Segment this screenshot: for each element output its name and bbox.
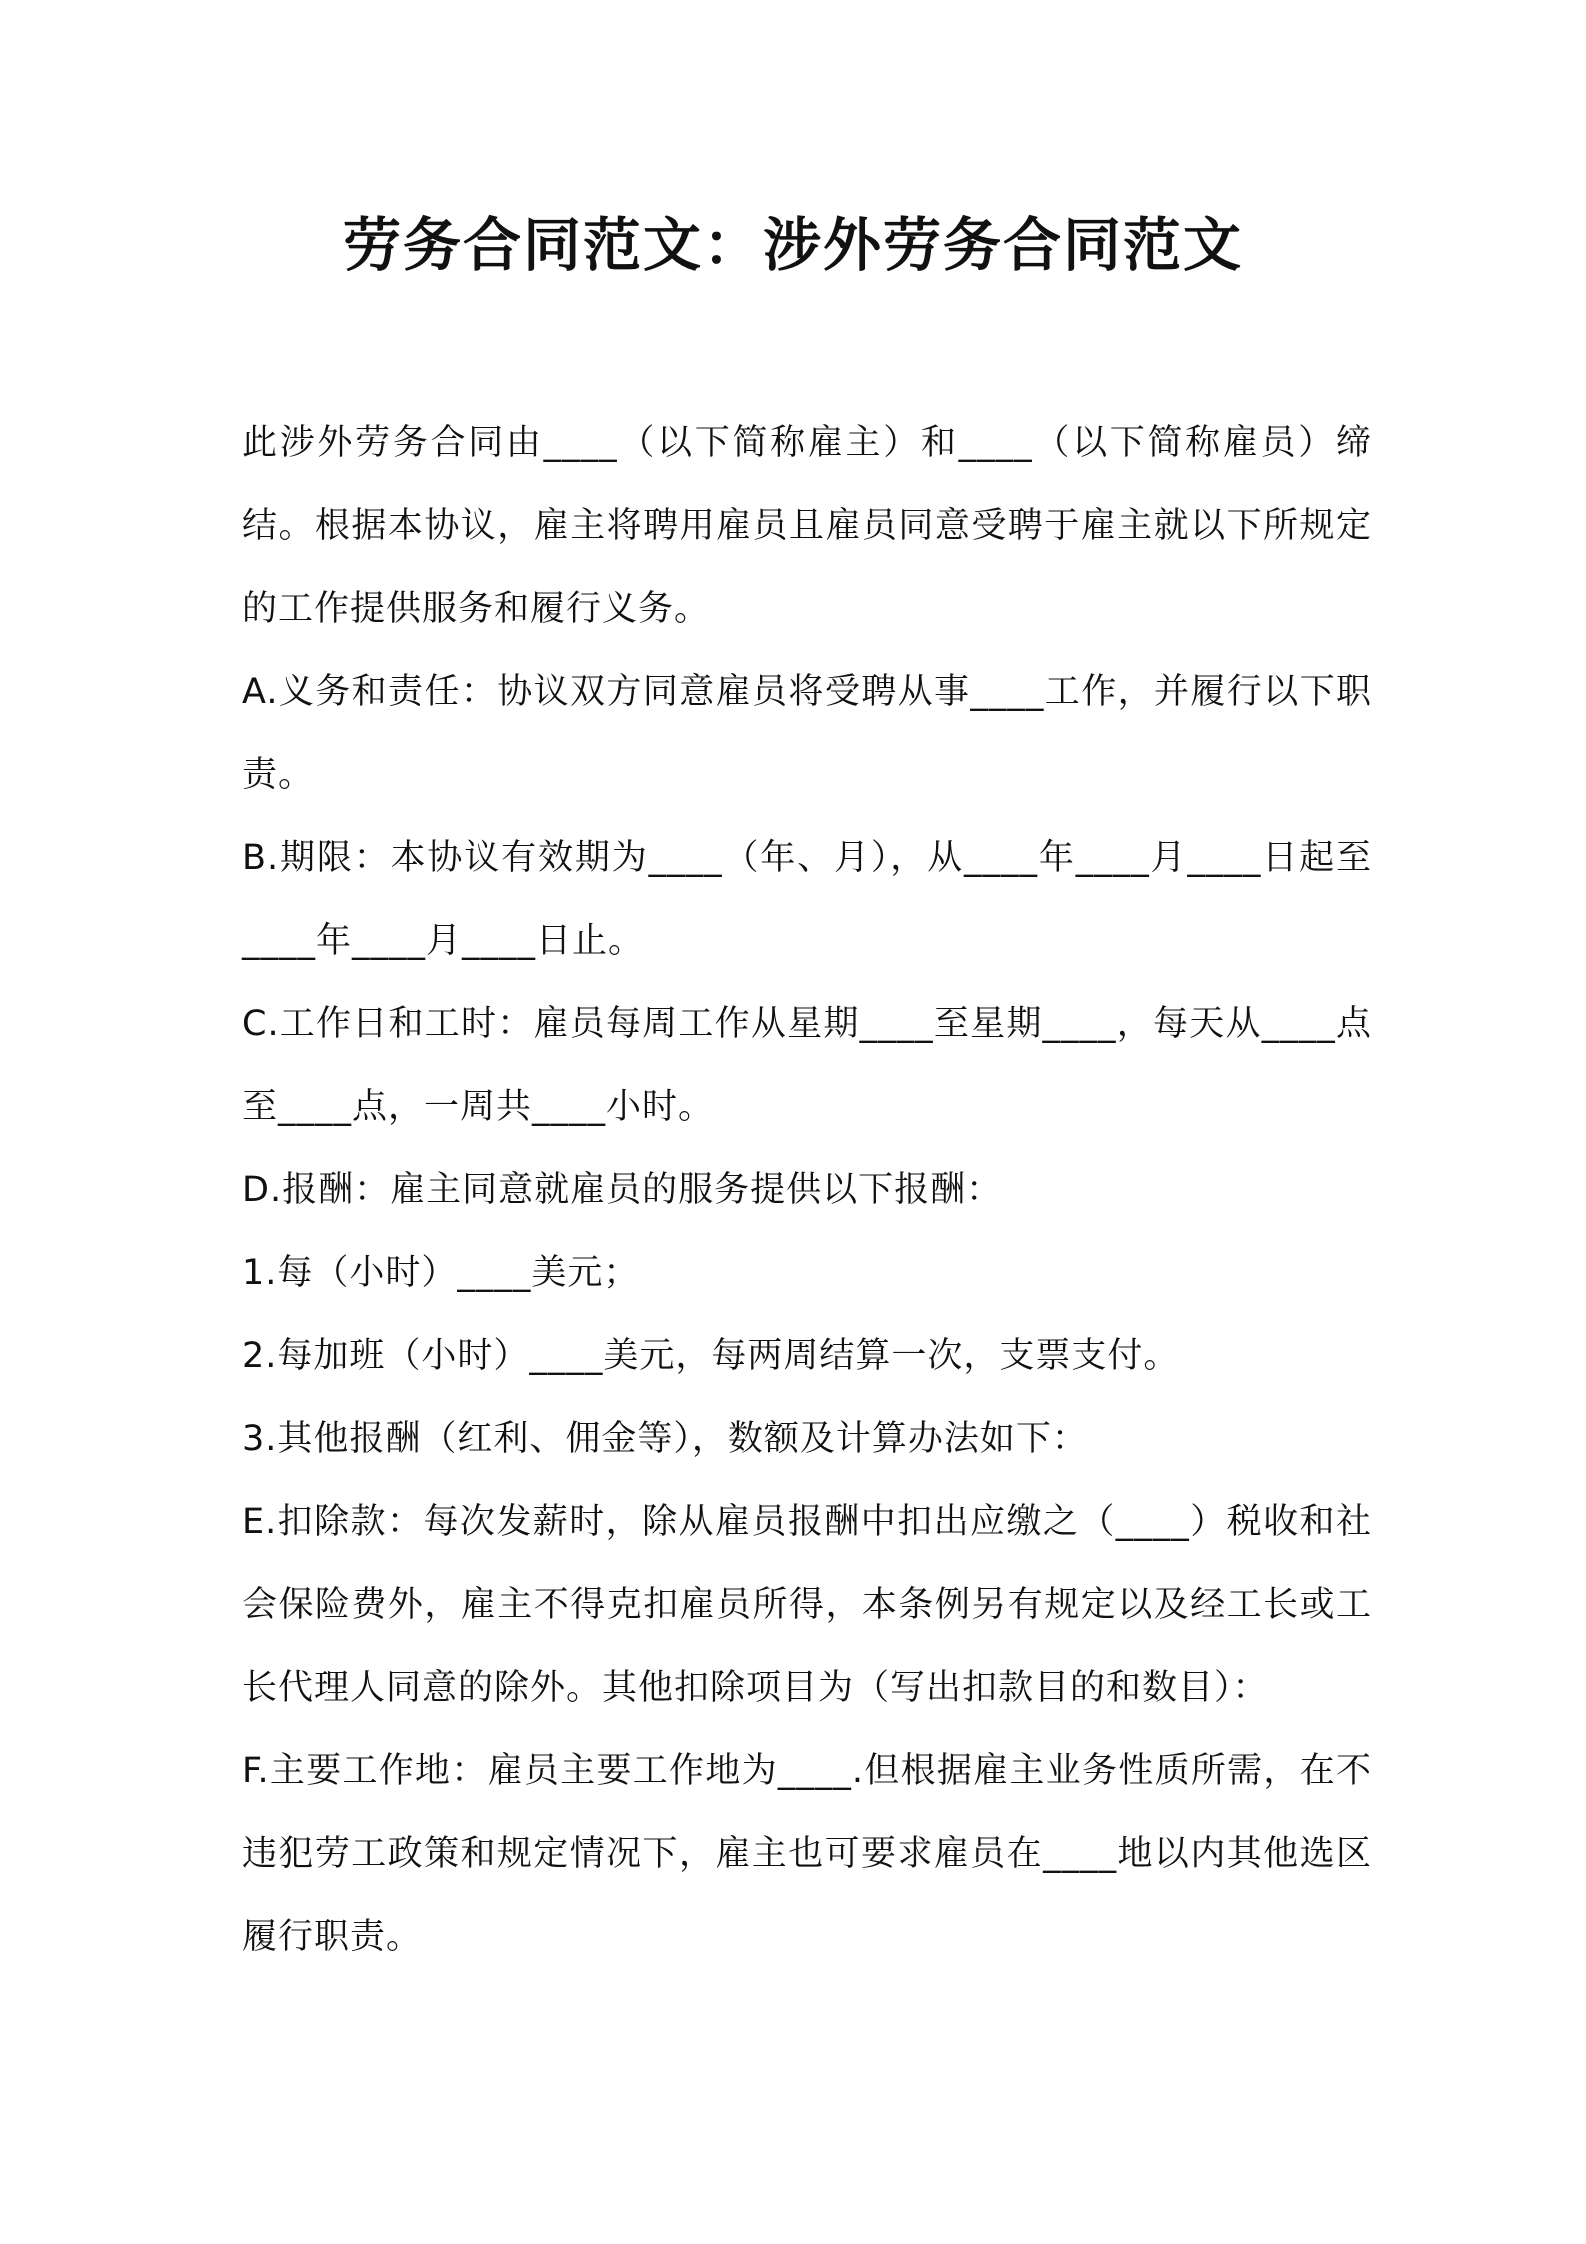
document-body	[242, 402, 1372, 1979]
document-title: 劳务合同范文：涉外劳务合同范文	[342, 211, 1243, 279]
pay-item-3: 3.其他报酬（红利、佣金等），数额及计算办法如下：	[242, 1419, 1088, 1459]
intro-paragraph: 此涉外劳务合同由____（以下简称雇主）和____（以下简称雇员）缔结。根据本协议，雇主将聘用雇员且雇员同意受聘于雇主就以下所规定的工作提供服务和履行义务。	[242, 423, 1372, 629]
pay-item-2: 2.每加班（小时）____美元，每两周结算一次，支票支付。	[242, 1336, 1180, 1376]
pay-item-1: 1.每（小时）____美元；	[242, 1253, 640, 1293]
clause-f-workplace: F.主要工作地：雇员主要工作地为____.但根据雇主业务性质所需，在不违犯劳工政策和规定情况下，雇主也可要求雇员在____地以内其他选区履行职责。	[242, 1751, 1372, 1957]
clause-e-deductions: E.扣除款：每次发薪时，除从雇员报酬中扣出应缴之（____）税收和社会保险费外，雇主不得克扣雇员所得，本条例另有规定以及经工长或工长代理人同意的除外。其他扣除项目为（写出扣款目的和数目）：	[242, 1502, 1372, 1708]
clause-c-hours: C.工作日和工时：雇员每周工作从星期____至星期____，每天从____点至____点，一周共____小时。	[242, 1004, 1372, 1127]
clause-d-pay: D.报酬：雇主同意就雇员的服务提供以下报酬：	[242, 1170, 1003, 1210]
clause-b-term: B.期限：本协议有效期为____（年、月），从____年____月____日起至____年____月____日止。	[242, 838, 1372, 961]
clause-a-duties: A.义务和责任：协议双方同意雇员将受聘从事____工作，并履行以下职责。	[242, 672, 1372, 795]
